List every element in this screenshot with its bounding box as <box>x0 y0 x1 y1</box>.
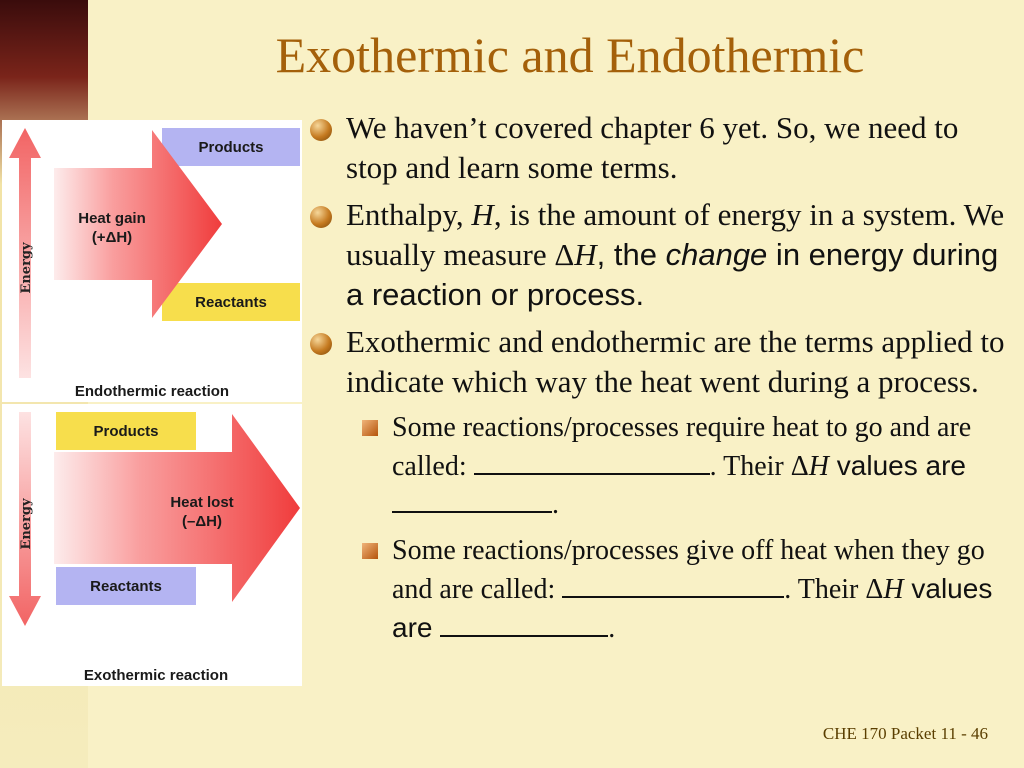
delta-h-label: (+ΔH) <box>91 229 133 246</box>
endothermic-diagram-graphic <box>2 120 302 402</box>
sub-bullet-text-part: . Their Δ <box>784 574 884 605</box>
endothermic-diagram <box>2 120 302 402</box>
sub-bullet-icon <box>362 543 378 559</box>
sub-bullet-item <box>304 532 1016 648</box>
bullet-icon <box>310 206 332 228</box>
enthalpy-symbol: H <box>471 197 494 232</box>
sub-bullet-text-part: values are <box>392 573 993 643</box>
products-label: Products <box>93 423 159 440</box>
sub-bullet-item <box>304 409 1016 524</box>
sub-bullet-text-part: . Their Δ <box>709 451 809 482</box>
bullet-text-part: Enthalpy, <box>346 197 472 232</box>
bullet-item <box>304 322 1016 402</box>
endothermic-caption: Endothermic reaction <box>74 383 230 400</box>
fill-in-blank[interactable] <box>474 449 710 475</box>
sub-bullet-text-part: Some reactions/processes give off heat when they go and are called: <box>392 535 985 605</box>
reactants-label: Reactants <box>90 578 162 595</box>
bullet-text: Exothermic and endothermic are the terms applied to indicate which way the heat went during a process. <box>346 324 1005 399</box>
bullet-icon <box>310 333 332 355</box>
bullet-text-part: in energy during a reaction or process. <box>346 237 999 312</box>
energy-label: Energy <box>19 242 34 294</box>
slide-title: Exothermic and Endothermic <box>275 27 865 83</box>
exothermic-diagram-graphic <box>2 404 302 686</box>
exothermic-caption: Exothermic reaction <box>83 667 229 684</box>
heat-gain-label: Heat gain <box>78 210 146 227</box>
enthalpy-symbol: H <box>808 451 829 482</box>
footer-page-label: CHE 170 Packet 11 - 46 <box>822 724 988 743</box>
heat-lost-label: Heat lost <box>170 494 234 511</box>
sub-bullet-text-part: values are <box>829 450 966 481</box>
enthalpy-symbol: H <box>883 574 904 605</box>
bullet-item <box>304 195 1016 315</box>
bullet-icon <box>310 119 332 141</box>
reactants-label: Reactants <box>195 294 267 311</box>
fill-in-blank[interactable] <box>440 611 608 637</box>
bullet-item <box>304 108 1016 188</box>
enthalpy-symbol: H <box>574 237 597 272</box>
exothermic-diagram <box>2 404 302 686</box>
bullet-list <box>304 108 1016 656</box>
delta-h-label: (–ΔH) <box>182 513 222 530</box>
sub-bullet-icon <box>362 420 378 436</box>
bullet-text-part: , the <box>596 237 666 272</box>
products-label: Products <box>198 139 264 156</box>
fill-in-blank[interactable] <box>392 487 552 513</box>
bullet-text: We haven’t covered chapter 6 yet. So, we need to stop and learn some terms. <box>346 110 959 185</box>
sub-bullet-text-part: Some reactions/processes require heat to go and are called: <box>392 412 972 482</box>
change-emphasis: change <box>665 237 768 272</box>
fill-in-blank[interactable] <box>562 572 784 598</box>
sub-bullet-text-part: . <box>552 489 559 520</box>
bullet-text-part: , is the amount of energy in a system. We usually measure Δ <box>346 197 1005 272</box>
sub-bullet-text-part: . <box>608 613 616 644</box>
energy-label: Energy <box>19 498 34 550</box>
